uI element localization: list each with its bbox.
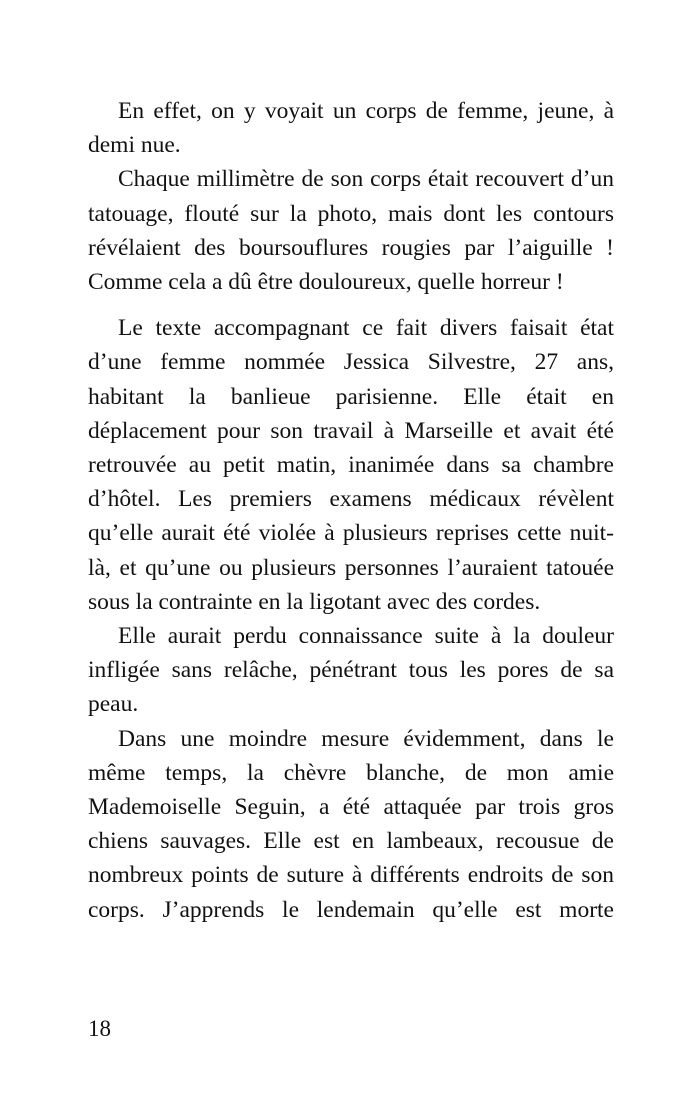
paragraph-5: Dans une moindre mesure évidemment, dans le même temps, la chèvre blanche, de mon amie Mademoiselle Seguin, a été attaquée par trois gros chiens sauvages. Elle est en lambeaux, recousue de nombreux points de suture à différents endroits de son corps. J’apprends le lendemain qu’elle est morte [88,725,614,923]
paragraph-4: Elle aurait perdu connaissance suite à la douleur infligée sans relâche, pénétrant tous les pores de sa peau. [88,623,614,718]
body-text [88,94,614,927]
paragraph-3: Le texte accompagnant ce fait divers faisait état d’une femme nommée Jessica Silvestre, 27 ans, habitant la banlieue parisienne. Elle était en déplacement pour son travail à Marseille et avait été retrouvée au petit matin, inanimée dans sa chambre d’hôtel. Les premiers examens médicaux révèlent qu’elle aurait été violée à plusieurs reprises cette nuit-là, et qu’une ou plusieurs personnes l’auraient tatouée sous la contrainte en la ligotant avec des cordes. [88,315,614,615]
paragraph-2: Chaque millimètre de son corps était recouvert d’un tatouage, flouté sur la photo, mais dont les contours révélaient des boursouflures rougies par l’aiguille ! Comme cela a dû être douloureux, quelle horreur ! [88,166,614,296]
paragraph-1: En effet, on y voyait un corps de femme, jeune, à demi nue. [88,98,614,159]
section-gap [88,299,614,311]
page-number: 18 [88,1016,111,1041]
